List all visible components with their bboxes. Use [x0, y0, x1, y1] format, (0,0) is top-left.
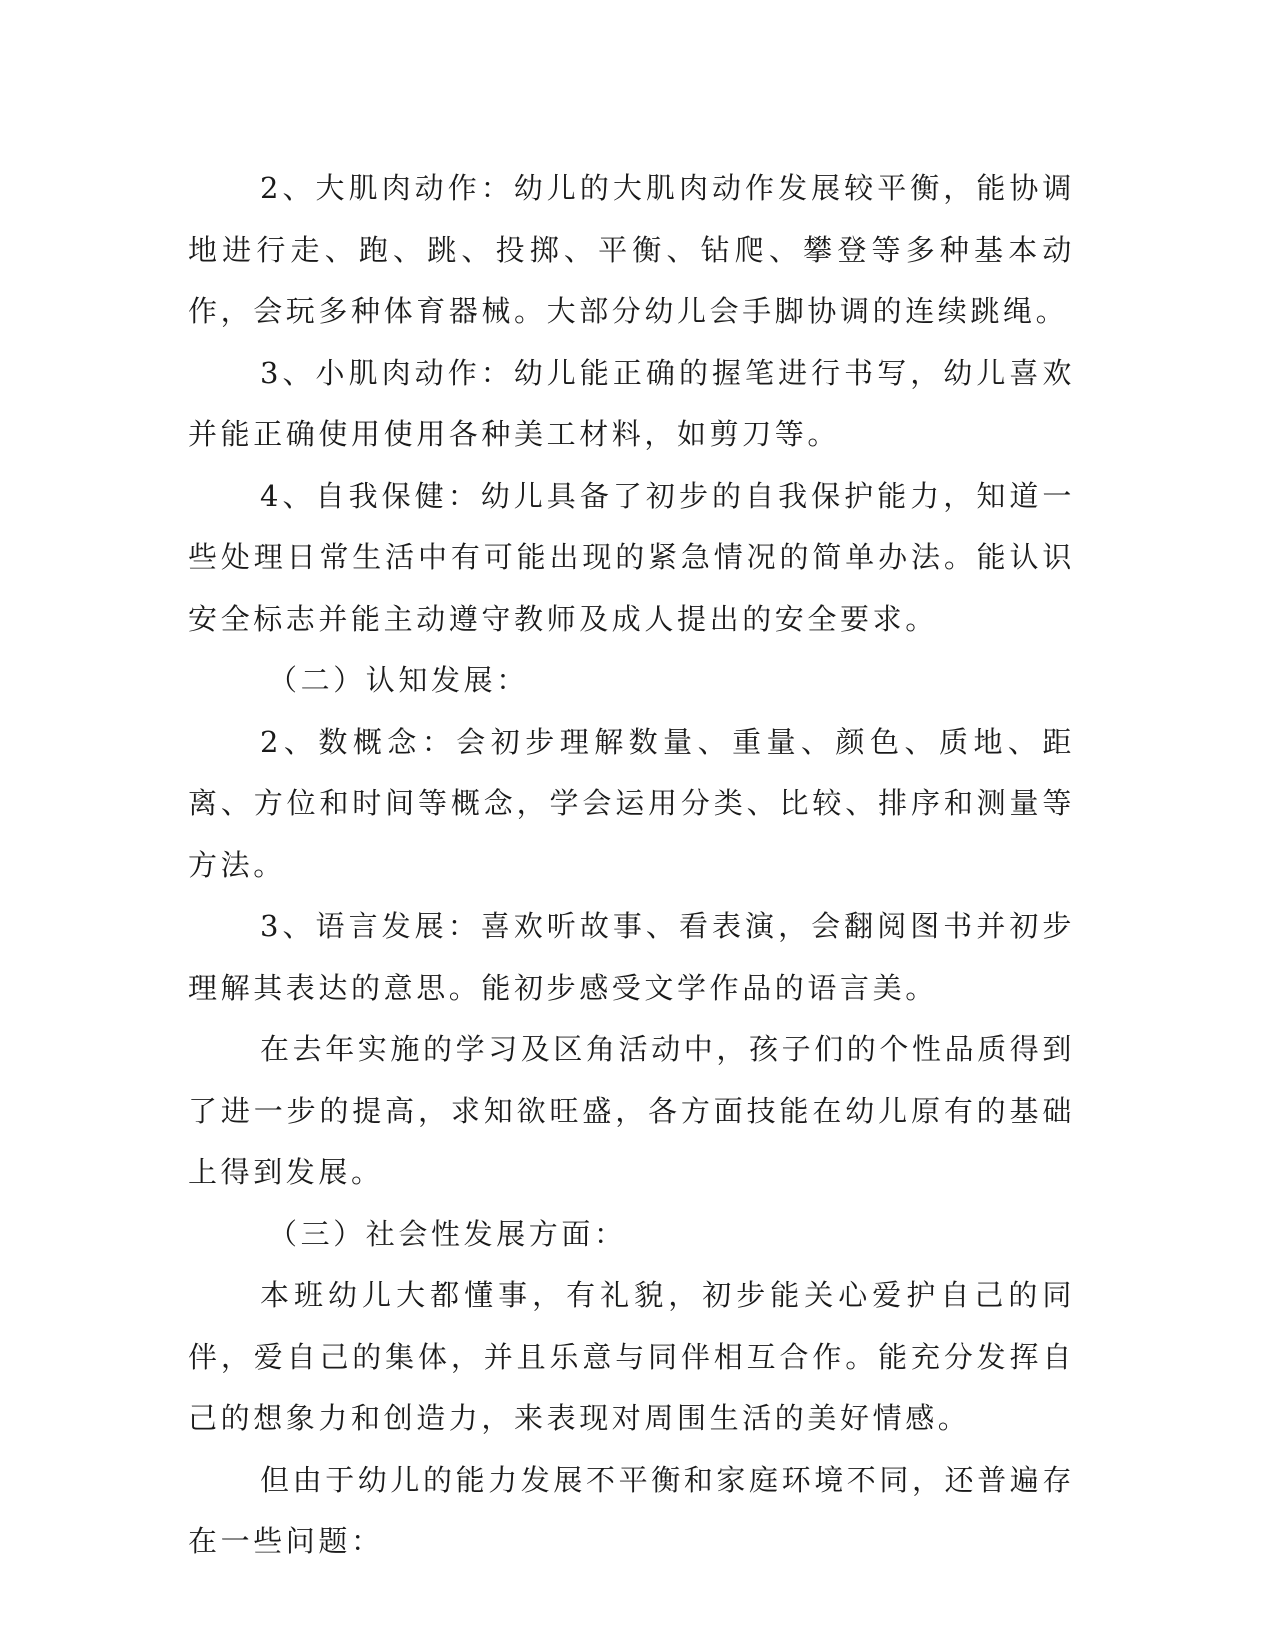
- paragraph-fine-motor: 3、小肌肉动作：幼儿能正确的握笔进行书写，幼儿喜欢并能正确使用使用各种美工材料，如剪刀等。: [188, 355, 1075, 451]
- section-heading-social: （三）社会性发展方面：: [268, 1216, 627, 1251]
- paragraph-activities: 在去年实施的学习及区角活动中，孩子们的个性品质得到了进一步的提高，求知欲旺盛，各方面技能在幼儿原有的基础上得到发展。: [188, 1032, 1076, 1189]
- paragraph-language: 3、语言发展：喜欢听故事、看表演，会翻阅图书并初步理解其表达的意思。能初步感受文学作品的语言美。: [188, 909, 1075, 1005]
- section-heading-cognitive: （二）认知发展：: [268, 663, 529, 697]
- paragraph-problems: 但由于幼儿的能力发展不平衡和家庭环境不同，还普遍存在一些问题：: [188, 1462, 1076, 1558]
- paragraph-self-care: 4、自我保健：幼儿具备了初步的自我保护能力，知道一些处理日常生活中有可能出现的紧急情况的简单办法。能认识安全标志并能主动遵守教师及成人提出的安全要求。: [188, 478, 1075, 636]
- paragraph-number-concept: 2、数概念：会初步理解数量、重量、颜色、质地、距离、方位和时间等概念，学会运用分类、比较、排序和测量等方法。: [188, 724, 1075, 882]
- paragraph-social: 本班幼儿大都懂事，有礼貌，初步能关心爱护自己的同伴，爱自己的集体，并且乐意与同伴相互合作。能充分发挥自己的想象力和创造力，来表现对周围生活的美好情感。: [188, 1278, 1075, 1435]
- paragraph-gross-motor: 2、大肌肉动作：幼儿的大肌肉动作发展较平衡，能协调地进行走、跑、跳、投掷、平衡、钻爬、攀登等多种基本动作，会玩多种体育器械。大部分幼儿会手脚协调的连续跳绳。: [188, 171, 1075, 328]
